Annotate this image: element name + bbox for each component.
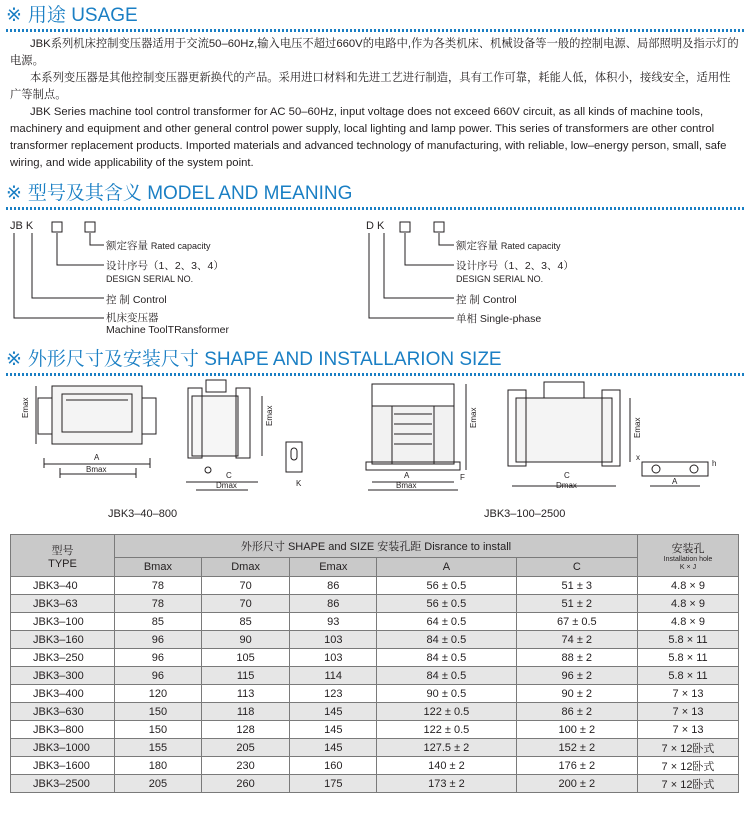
value-cell: 122 ± 0.5 xyxy=(377,703,516,721)
value-cell: 84 ± 0.5 xyxy=(377,631,516,649)
value-cell: 70 xyxy=(201,577,290,595)
value-cell: 5.8 × 11 xyxy=(638,667,739,685)
usage-paragraph-2: 本系列变压器是其他控制变压器更新换代的产品。采用进口材料和先进工艺进行制造，具有工作可靠，耗能人低，体积小，接线安全，适用性广等制点。 xyxy=(10,72,731,101)
model-diagram-dk xyxy=(364,218,664,328)
table-row xyxy=(11,613,739,631)
value-cell: 90 ± 2 xyxy=(516,685,637,703)
usage-paragraph-3: JBK Series machine tool control transformer for AC 50–60Hz, input voltage does not exceed 660V circuit, as all kinds of machine tools, machinery and equipment and other general control power supply, local lighting and lamp power. This series of transformers are other control transformer replacement products. Imported materials and advanced technology of manufacturing, with reliable, low–energy person, small, safe wiring, and wide applicability of the system point. xyxy=(10,106,727,169)
value-cell: 127.5 ± 2 xyxy=(377,739,516,757)
value-cell: 86 ± 2 xyxy=(516,703,637,721)
value-cell: 128 xyxy=(201,721,290,739)
specification-table xyxy=(10,534,739,793)
shape-size-header: 外形尺寸 SHAPE and SIZE 安装孔距 Disrance to install xyxy=(115,535,638,558)
shape-title: 外形尺寸及安装尺寸 SHAPE AND INSTALLARION SIZE xyxy=(27,349,502,370)
value-cell: 123 xyxy=(290,685,377,703)
value-cell: 176 ± 2 xyxy=(516,757,637,775)
value-cell: 85 xyxy=(115,613,202,631)
dmax-label: Dmax xyxy=(556,481,577,490)
value-cell: 56 ± 0.5 xyxy=(377,577,516,595)
column-header-emax: Emax xyxy=(290,558,377,577)
table-row xyxy=(11,595,739,613)
type-cell: JBK3–63 xyxy=(11,595,115,613)
type-cell: JBK3–160 xyxy=(11,631,115,649)
usage-title: 用途 USAGE xyxy=(27,5,138,26)
table-row xyxy=(11,775,739,793)
value-cell: 96 xyxy=(115,667,202,685)
emax-label: Emax xyxy=(469,407,478,428)
value-cell: 155 xyxy=(115,739,202,757)
value-cell: 96 ± 2 xyxy=(516,667,637,685)
value-cell: 118 xyxy=(201,703,290,721)
value-cell: 56 ± 0.5 xyxy=(377,595,516,613)
k-label: K xyxy=(296,479,302,488)
c-label: C xyxy=(564,471,570,480)
value-cell: 103 xyxy=(290,649,377,667)
value-cell: 100 ± 2 xyxy=(516,721,637,739)
value-cell: 84 ± 0.5 xyxy=(377,667,516,685)
section-divider xyxy=(6,373,744,376)
bmax-label: Bmax xyxy=(396,481,417,490)
design-serial-label: 设计序号（1、2、3、4） xyxy=(106,260,224,272)
type-header: 型号 TYPE xyxy=(11,535,115,577)
reference-mark: ※ xyxy=(6,349,22,370)
a-label: A xyxy=(94,453,100,462)
value-cell: 150 xyxy=(115,703,202,721)
type-cell: JBK3–40 xyxy=(11,577,115,595)
caption-jbk3-40-800: JBK3–40–800 xyxy=(108,508,178,520)
column-header-c: C xyxy=(516,558,637,577)
column-header-bmax: Bmax xyxy=(115,558,202,577)
c-label: C xyxy=(226,471,232,480)
value-cell: 7 × 13 xyxy=(638,721,739,739)
value-cell: 230 xyxy=(201,757,290,775)
column-header-a: A xyxy=(377,558,516,577)
type-cell: JBK3–1000 xyxy=(11,739,115,757)
single-phase-label: 单相 Single-phase xyxy=(456,313,542,325)
value-cell: 5.8 × 11 xyxy=(638,631,739,649)
value-cell: 150 xyxy=(115,721,202,739)
value-cell: 145 xyxy=(290,703,377,721)
value-cell: 160 xyxy=(290,757,377,775)
value-cell: 140 ± 2 xyxy=(377,757,516,775)
value-cell: 122 ± 0.5 xyxy=(377,721,516,739)
rated-capacity-label: 额定容量 Rated capacity xyxy=(106,240,211,252)
table-row xyxy=(11,739,739,757)
value-cell: 114 xyxy=(290,667,377,685)
control-label: 控 制 Control xyxy=(456,294,517,306)
model-section xyxy=(6,182,744,206)
value-cell: 84 ± 0.5 xyxy=(377,649,516,667)
type-cell: JBK3–800 xyxy=(11,721,115,739)
emax-label: Emax xyxy=(633,417,642,438)
section-divider xyxy=(6,29,744,32)
shape-heading xyxy=(6,348,744,372)
type-cell: JBK3–100 xyxy=(11,613,115,631)
value-cell: 64 ± 0.5 xyxy=(377,613,516,631)
caption-jbk3-100-2500: JBK3–100–2500 xyxy=(484,508,566,520)
value-cell: 7 × 12卧式 xyxy=(638,757,739,775)
section-divider xyxy=(6,207,744,210)
value-cell: 180 xyxy=(115,757,202,775)
value-cell: 113 xyxy=(201,685,290,703)
value-cell: 105 xyxy=(201,649,290,667)
usage-heading xyxy=(6,4,744,28)
model-code: D K xyxy=(366,220,385,232)
value-cell: 7 × 13 xyxy=(638,703,739,721)
table-row xyxy=(11,631,739,649)
model-heading xyxy=(6,182,744,206)
model-title: 型号及其含义 MODEL AND MEANING xyxy=(27,183,353,204)
value-cell: 7 × 13 xyxy=(638,685,739,703)
type-cell: JBK3–1600 xyxy=(11,757,115,775)
design-serial-en: DESIGN SERIAL NO. xyxy=(456,274,544,284)
type-cell: JBK3–2500 xyxy=(11,775,115,793)
table-row xyxy=(11,577,739,595)
value-cell: 90 xyxy=(201,631,290,649)
value-cell: 86 xyxy=(290,595,377,613)
value-cell: 67 ± 0.5 xyxy=(516,613,637,631)
table-row xyxy=(11,703,739,721)
value-cell: 70 xyxy=(201,595,290,613)
value-cell: 74 ± 2 xyxy=(516,631,637,649)
value-cell: 4.8 × 9 xyxy=(638,577,739,595)
x-label: x xyxy=(636,453,640,462)
value-cell: 96 xyxy=(115,649,202,667)
emax-label: Emax xyxy=(21,397,30,418)
h-label: h xyxy=(712,459,717,468)
value-cell: 7 × 12卧式 xyxy=(638,739,739,757)
value-cell: 200 ± 2 xyxy=(516,775,637,793)
type-cell: JBK3–630 xyxy=(11,703,115,721)
shape-section xyxy=(6,348,744,372)
rated-capacity-label: 额定容量 Rated capacity xyxy=(456,240,561,252)
value-cell: 78 xyxy=(115,577,202,595)
value-cell: 78 xyxy=(115,595,202,613)
model-code: JB K xyxy=(10,220,34,232)
value-cell: 85 xyxy=(201,613,290,631)
type-cell: JBK3–400 xyxy=(11,685,115,703)
f-label: F xyxy=(460,473,465,482)
emax-label: Emax xyxy=(265,405,274,426)
column-header-dmax: Dmax xyxy=(201,558,290,577)
reference-mark: ※ xyxy=(6,5,22,26)
table-row xyxy=(11,685,739,703)
table-row xyxy=(11,667,739,685)
value-cell: 7 × 12卧式 xyxy=(638,775,739,793)
value-cell: 115 xyxy=(201,667,290,685)
a-label: A xyxy=(404,471,410,480)
value-cell: 205 xyxy=(115,775,202,793)
value-cell: 260 xyxy=(201,775,290,793)
table-row xyxy=(11,721,739,739)
a-label: A xyxy=(672,477,678,486)
value-cell: 152 ± 2 xyxy=(516,739,637,757)
value-cell: 51 ± 3 xyxy=(516,577,637,595)
value-cell: 51 ± 2 xyxy=(516,595,637,613)
value-cell: 93 xyxy=(290,613,377,631)
value-cell: 145 xyxy=(290,721,377,739)
value-cell: 90 ± 0.5 xyxy=(377,685,516,703)
value-cell: 88 ± 2 xyxy=(516,649,637,667)
table-row xyxy=(11,757,739,775)
shape-drawings xyxy=(0,378,750,503)
value-cell: 103 xyxy=(290,631,377,649)
value-cell: 96 xyxy=(115,631,202,649)
usage-paragraph-1: JBK系列机床控制变压器适用于交流50–60Hz,输入电压不超过660V的电路中,作为各类机床、机械设备等一般的控制电源、局部照明及指示灯的电源。 xyxy=(10,38,739,67)
type-cell: JBK3–300 xyxy=(11,667,115,685)
machine-transformer-cn: 机床变压器 xyxy=(106,312,159,324)
value-cell: 5.8 × 11 xyxy=(638,649,739,667)
type-cell: JBK3–250 xyxy=(11,649,115,667)
value-cell: 173 ± 2 xyxy=(377,775,516,793)
value-cell: 120 xyxy=(115,685,202,703)
table-row xyxy=(11,649,739,667)
model-diagram-jbk xyxy=(8,218,308,338)
dmax-label: Dmax xyxy=(216,481,237,490)
control-label: 控 制 Control xyxy=(106,294,167,306)
value-cell: 4.8 × 9 xyxy=(638,613,739,631)
bmax-label: Bmax xyxy=(86,465,107,474)
design-serial-en: DESIGN SERIAL NO. xyxy=(106,274,194,284)
design-serial-label: 设计序号（1、2、3、4） xyxy=(456,260,574,272)
value-cell: 145 xyxy=(290,739,377,757)
value-cell: 175 xyxy=(290,775,377,793)
machine-transformer-en: Machine ToolTRansformer xyxy=(106,324,229,336)
value-cell: 4.8 × 9 xyxy=(638,595,739,613)
reference-mark: ※ xyxy=(6,183,22,204)
value-cell: 205 xyxy=(201,739,290,757)
usage-section xyxy=(6,4,744,28)
value-cell: 86 xyxy=(290,577,377,595)
hole-header: 安装孔 Installation hole K × J xyxy=(638,535,739,577)
